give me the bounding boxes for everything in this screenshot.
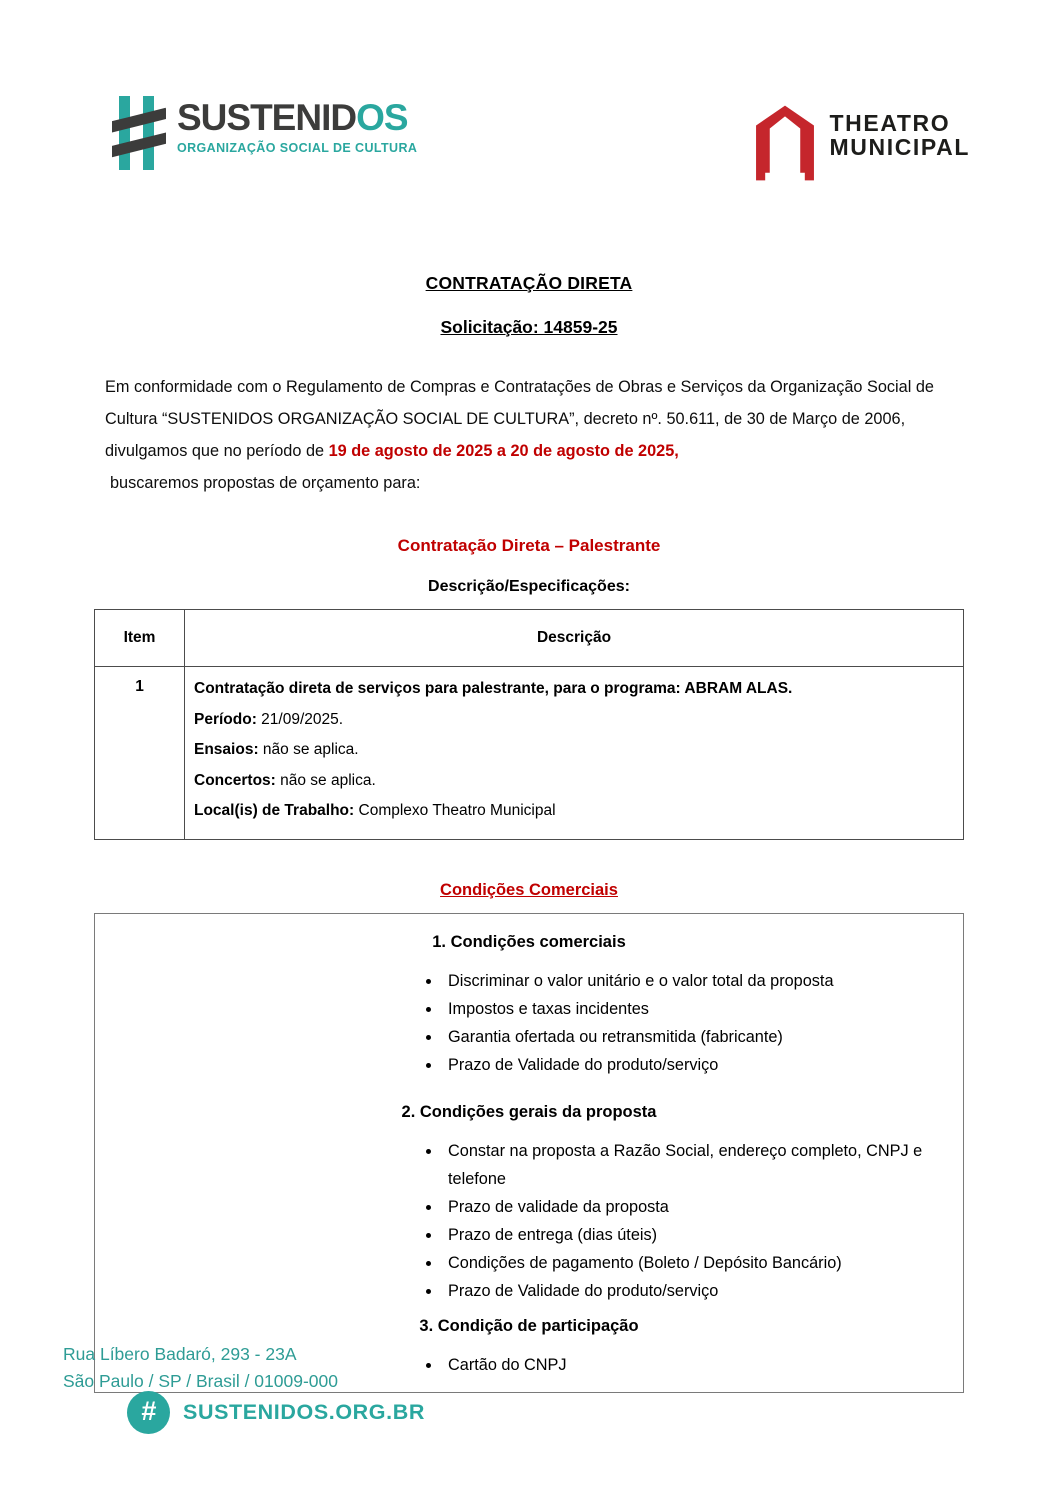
table-header-row — [95, 610, 964, 667]
description-line: Ensaios: não se aplica. — [194, 741, 359, 758]
address-line: Rua Líbero Badaró, 293 - 23A — [63, 1344, 297, 1364]
condition-item: • Impostos e taxas incidentes — [442, 995, 937, 1023]
arch-icon — [753, 104, 817, 187]
section-heading: Contratação Direta – Palestrante — [397, 536, 661, 555]
header — [0, 0, 1058, 187]
table-row — [95, 667, 964, 840]
document-title: CONTRATAÇÃO DIRETA — [425, 273, 633, 293]
condition-item: • Prazo de Validade do produto/serviço — [442, 1051, 937, 1079]
intro-paragraph — [105, 371, 936, 499]
description-line: Período: 21/09/2025. — [194, 710, 344, 728]
hash-circle-icon: # — [127, 1391, 170, 1434]
intro-closing: buscaremos propostas de orçamento para: — [110, 474, 421, 492]
conditions-heading: Condições Comerciais — [440, 880, 618, 899]
solicitacao-number: Solicitação: 14859-25 — [440, 317, 618, 337]
footer-brand — [127, 1391, 425, 1434]
hash-icon — [112, 92, 166, 179]
address-line: São Paulo / SP / Brasil / 01009-000 — [63, 1371, 338, 1391]
item-description-cell — [185, 667, 964, 840]
condition-item: • Prazo de Validade do produto/serviço — [442, 1277, 937, 1305]
sustenidos-logo-text — [177, 92, 417, 155]
condition-item: • Garantia ofertada ou retransmitida (fabricante) — [442, 1023, 937, 1051]
condition-item: • Prazo de validade da proposta — [442, 1193, 937, 1221]
intro-text: Em conformidade com o Regulamento de Compras e Contratações de Obras e Serviços da Organização Social de Cultura “SUSTENIDOS ORGANIZAÇÃO SOCIAL DE CULTURA”, decreto nº. 50.611, de 30 de Março de 2006, divulgamos que no período de — [105, 378, 934, 460]
title-block — [0, 273, 1058, 338]
conditions-box — [94, 913, 964, 1393]
intro-date-range: 19 de agosto de 2025 a 20 de agosto de 2025, — [328, 442, 679, 460]
condition-group-title: 1. Condições comerciais — [432, 932, 626, 951]
spec-table — [94, 609, 964, 840]
footer-address — [63, 1341, 338, 1395]
footer-site-url: SUSTENIDOS.ORG.BR — [183, 1400, 425, 1424]
sustenidos-logo — [112, 92, 417, 179]
condition-group-title: 3. Condição de participação — [419, 1316, 639, 1335]
item-number-cell: 1 — [95, 667, 185, 840]
theatro-municipal-logo — [753, 104, 970, 187]
condition-list — [95, 1137, 937, 1305]
description-line: Concertos: não se aplica. — [194, 771, 376, 789]
theatro-wordmark: THEATRO MUNICIPAL — [829, 110, 970, 160]
description-line: Contratação direta de serviços para palestrante, para o programa: ABRAM ALAS. — [194, 680, 793, 697]
section-subheading: Descrição/Especificações: — [428, 578, 630, 595]
column-header-descricao: Descrição — [185, 610, 964, 667]
sustenidos-subtitle: ORGANIZAÇÃO SOCIAL DE CULTURA — [177, 141, 418, 155]
condition-item: • Constar na proposta a Razão Social, endereço completo, CNPJ e telefone — [442, 1137, 937, 1193]
condition-list — [95, 967, 937, 1079]
condition-item: • Cartão do CNPJ — [442, 1351, 937, 1379]
condition-item: • Condições de pagamento (Boleto / Depósito Bancário) — [442, 1249, 937, 1277]
condition-group-title: 2. Condições gerais da proposta — [401, 1102, 657, 1121]
condition-item: • Discriminar o valor unitário e o valor total da proposta — [442, 967, 937, 995]
condition-item: • Prazo de entrega (dias úteis) — [442, 1221, 937, 1249]
description-line: Local(is) de Trabalho: Complexo Theatro Municipal — [194, 802, 556, 819]
sustenidos-wordmark: SUSTENIDOS — [177, 97, 408, 138]
column-header-item: Item — [95, 610, 185, 667]
